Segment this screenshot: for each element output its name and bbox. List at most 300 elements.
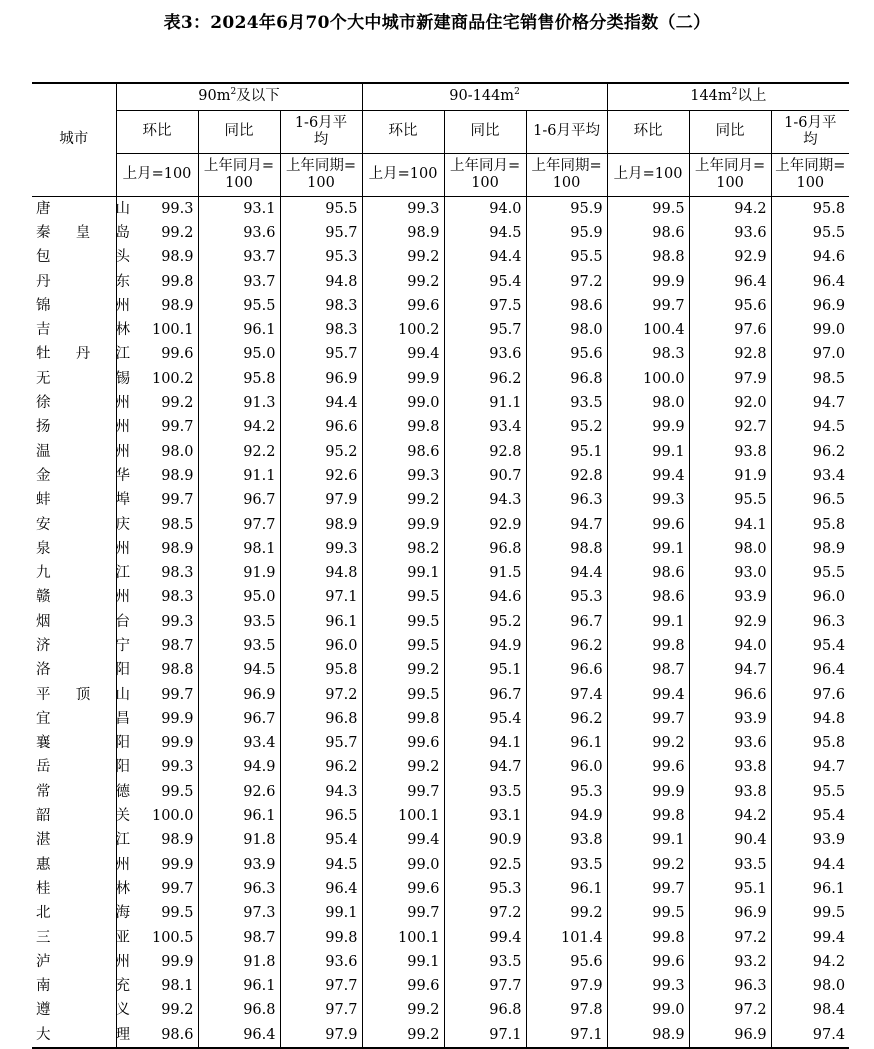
index-value-cell: 97.9 — [689, 367, 771, 391]
index-value-cell: 99.4 — [362, 342, 444, 366]
index-value-cell: 96.5 — [280, 804, 362, 828]
city-cell — [32, 755, 130, 779]
index-value-cell: 93.5 — [526, 853, 607, 877]
index-value-cell: 95.5 — [771, 561, 849, 585]
index-value-cell: 95.8 — [771, 731, 849, 755]
table-row — [32, 488, 849, 512]
index-value-cell: 97.3 — [198, 901, 280, 925]
sub-header-mom: 环比 — [362, 110, 444, 153]
index-value-cell: 99.2 — [362, 1023, 444, 1048]
index-value-cell: 93.9 — [689, 585, 771, 609]
city-cell — [32, 925, 130, 949]
index-value-cell: 95.4 — [444, 707, 526, 731]
index-value-cell: 93.4 — [198, 731, 280, 755]
sub-header-yoy: 同比 — [198, 110, 280, 153]
table-row — [32, 828, 849, 852]
index-value-cell: 93.2 — [689, 950, 771, 974]
city-name: 吉林 — [36, 322, 130, 339]
index-value-cell: 99.4 — [607, 682, 689, 706]
index-value-cell: 99.7 — [607, 294, 689, 318]
sub-header-mom: 环比 — [607, 110, 689, 153]
index-value-cell: 95.1 — [689, 877, 771, 901]
index-value-cell: 96.2 — [444, 367, 526, 391]
index-value-cell: 98.0 — [607, 391, 689, 415]
table-row — [32, 610, 849, 634]
table-row — [32, 804, 849, 828]
city-name: 襄阳 — [36, 735, 130, 752]
index-value-cell: 94.2 — [689, 804, 771, 828]
index-value-cell: 95.8 — [198, 367, 280, 391]
index-value-cell: 90.9 — [444, 828, 526, 852]
sub-header-avg: 1-6月平均 — [771, 110, 849, 153]
city-name: 扬州 — [36, 419, 130, 436]
index-value-cell: 94.3 — [280, 780, 362, 804]
base-header: 上年同月=100 — [689, 153, 771, 196]
index-value-cell: 98.6 — [607, 585, 689, 609]
table-row — [32, 196, 849, 221]
index-value-cell: 99.2 — [607, 731, 689, 755]
index-value-cell: 91.8 — [198, 828, 280, 852]
table-title: 表3：2024年6月70个大中城市新建商品住宅销售价格分类指数（二） — [163, 13, 711, 33]
index-value-cell: 97.8 — [526, 998, 607, 1022]
index-value-cell: 99.9 — [607, 780, 689, 804]
index-value-cell: 94.7 — [689, 658, 771, 682]
index-value-cell: 94.0 — [444, 196, 526, 221]
index-value-cell: 96.9 — [198, 682, 280, 706]
index-value-cell: 95.4 — [444, 269, 526, 293]
index-value-cell: 99.5 — [362, 585, 444, 609]
index-value-cell: 100.4 — [607, 318, 689, 342]
table-row — [32, 245, 849, 269]
table-row — [32, 585, 849, 609]
index-value-cell: 94.7 — [771, 755, 849, 779]
city-name: 烟台 — [36, 613, 130, 630]
base-header: 上月=100 — [116, 153, 198, 196]
index-value-cell: 94.4 — [444, 245, 526, 269]
index-value-cell: 95.4 — [771, 634, 849, 658]
sub-header-mom: 环比 — [116, 110, 198, 153]
index-value-cell: 99.1 — [362, 561, 444, 585]
index-value-cell: 96.7 — [198, 488, 280, 512]
index-value-cell: 94.2 — [198, 415, 280, 439]
index-value-cell: 98.6 — [116, 1023, 198, 1048]
index-value-cell: 94.5 — [444, 221, 526, 245]
index-value-cell: 100.1 — [362, 804, 444, 828]
index-value-cell: 92.8 — [689, 342, 771, 366]
index-value-cell: 93.4 — [771, 464, 849, 488]
index-value-cell: 96.8 — [526, 367, 607, 391]
index-value-cell: 99.8 — [280, 925, 362, 949]
index-value-cell: 99.2 — [116, 221, 198, 245]
index-value-cell: 95.7 — [444, 318, 526, 342]
index-value-cell: 93.6 — [444, 342, 526, 366]
table-row — [32, 853, 849, 877]
index-value-cell: 96.4 — [771, 269, 849, 293]
index-value-cell: 93.8 — [689, 755, 771, 779]
table-row — [32, 512, 849, 536]
city-cell — [32, 804, 130, 828]
index-value-cell: 96.9 — [280, 367, 362, 391]
index-value-cell: 92.9 — [444, 512, 526, 536]
index-value-cell: 93.6 — [198, 221, 280, 245]
index-value-cell: 93.5 — [198, 634, 280, 658]
index-value-cell: 96.2 — [526, 634, 607, 658]
index-value-cell: 95.4 — [771, 804, 849, 828]
index-value-cell: 93.5 — [198, 610, 280, 634]
index-value-cell: 97.6 — [771, 682, 849, 706]
index-value-cell: 95.7 — [280, 342, 362, 366]
index-value-cell: 96.5 — [771, 488, 849, 512]
city-name: 遵义 — [36, 1002, 130, 1019]
index-value-cell: 94.2 — [689, 196, 771, 221]
index-value-cell: 95.9 — [526, 221, 607, 245]
city-name: 徐州 — [36, 395, 130, 412]
index-value-cell: 99.1 — [607, 537, 689, 561]
index-value-cell: 99.4 — [444, 925, 526, 949]
index-value-cell: 97.4 — [526, 682, 607, 706]
city-name: 平顶山 — [36, 686, 130, 703]
index-value-cell: 96.9 — [689, 901, 771, 925]
index-value-cell: 95.5 — [689, 488, 771, 512]
index-value-cell: 96.3 — [689, 974, 771, 998]
index-value-cell: 98.7 — [607, 658, 689, 682]
index-value-cell: 92.8 — [444, 439, 526, 463]
city-cell — [32, 561, 130, 585]
city-cell — [32, 391, 130, 415]
index-value-cell: 99.0 — [362, 391, 444, 415]
city-name: 洛阳 — [36, 662, 130, 679]
index-value-cell: 96.8 — [444, 998, 526, 1022]
table-row — [32, 294, 849, 318]
index-value-cell: 97.2 — [689, 998, 771, 1022]
index-value-cell: 98.9 — [116, 294, 198, 318]
index-value-cell: 91.3 — [198, 391, 280, 415]
index-value-cell: 96.6 — [280, 415, 362, 439]
index-value-cell: 93.4 — [444, 415, 526, 439]
table-row — [32, 755, 849, 779]
index-value-cell: 97.9 — [526, 974, 607, 998]
city-name: 北海 — [36, 905, 130, 922]
index-value-cell: 94.2 — [771, 950, 849, 974]
sub-header-avg: 1-6月平均 — [280, 110, 362, 153]
index-value-cell: 98.0 — [116, 439, 198, 463]
index-value-cell: 98.6 — [362, 439, 444, 463]
sub-header-yoy: 同比 — [444, 110, 526, 153]
index-value-cell: 91.9 — [198, 561, 280, 585]
table-row — [32, 318, 849, 342]
index-value-cell: 94.6 — [444, 585, 526, 609]
index-value-cell: 94.8 — [771, 707, 849, 731]
index-value-cell: 95.2 — [444, 610, 526, 634]
index-value-cell: 94.1 — [444, 731, 526, 755]
index-value-cell: 95.6 — [526, 342, 607, 366]
index-value-cell: 98.0 — [526, 318, 607, 342]
city-cell — [32, 828, 130, 852]
index-value-cell: 98.3 — [280, 318, 362, 342]
index-value-cell: 100.1 — [116, 318, 198, 342]
index-value-cell: 91.1 — [198, 464, 280, 488]
city-cell — [32, 537, 130, 561]
index-value-cell: 99.2 — [607, 853, 689, 877]
index-value-cell: 99.8 — [607, 804, 689, 828]
index-value-cell: 92.9 — [689, 610, 771, 634]
index-value-cell: 98.8 — [526, 537, 607, 561]
index-value-cell: 96.6 — [526, 658, 607, 682]
index-value-cell: 100.5 — [116, 925, 198, 949]
table-row — [32, 634, 849, 658]
index-value-cell: 99.9 — [116, 853, 198, 877]
city-name: 宜昌 — [36, 710, 130, 727]
index-value-cell: 95.3 — [526, 585, 607, 609]
city-name: 安庆 — [36, 516, 130, 533]
index-value-cell: 99.7 — [116, 682, 198, 706]
table-row — [32, 391, 849, 415]
city-cell — [32, 512, 130, 536]
base-header: 上年同期=100 — [771, 153, 849, 196]
index-value-cell: 95.3 — [280, 245, 362, 269]
index-value-cell: 97.1 — [526, 1023, 607, 1048]
index-value-cell: 98.4 — [771, 998, 849, 1022]
table-row — [32, 707, 849, 731]
index-value-cell: 95.5 — [771, 780, 849, 804]
index-value-cell: 97.2 — [280, 682, 362, 706]
index-value-cell: 96.2 — [526, 707, 607, 731]
city-name: 常德 — [36, 783, 130, 800]
index-value-cell: 98.6 — [526, 294, 607, 318]
table-row — [32, 342, 849, 366]
index-value-cell: 99.8 — [362, 707, 444, 731]
city-cell — [32, 245, 130, 269]
index-value-cell: 98.5 — [116, 512, 198, 536]
index-value-cell: 99.2 — [362, 755, 444, 779]
city-cell — [32, 367, 130, 391]
index-value-cell: 92.0 — [689, 391, 771, 415]
index-value-cell: 96.3 — [526, 488, 607, 512]
index-value-cell: 95.0 — [198, 585, 280, 609]
index-value-cell: 99.6 — [362, 294, 444, 318]
index-value-cell: 91.8 — [198, 950, 280, 974]
index-value-cell: 94.9 — [444, 634, 526, 658]
index-value-cell: 99.6 — [362, 974, 444, 998]
index-value-cell: 95.1 — [526, 439, 607, 463]
city-name: 温州 — [36, 443, 130, 460]
index-value-cell: 94.8 — [280, 561, 362, 585]
index-value-cell: 99.3 — [116, 196, 198, 221]
index-value-cell: 94.5 — [280, 853, 362, 877]
index-value-cell: 99.1 — [607, 828, 689, 852]
index-value-cell: 94.6 — [771, 245, 849, 269]
table-row — [32, 780, 849, 804]
city-cell — [32, 780, 130, 804]
index-value-cell: 96.1 — [198, 318, 280, 342]
index-value-cell: 99.2 — [362, 245, 444, 269]
city-cell — [32, 974, 130, 998]
table-row — [32, 950, 849, 974]
table-row — [32, 367, 849, 391]
group-header-large: $144m^2$以上 — [607, 83, 849, 110]
index-value-cell: 97.7 — [280, 998, 362, 1022]
index-value-cell: 98.8 — [116, 658, 198, 682]
index-value-cell: 96.7 — [198, 707, 280, 731]
city-header: 城市 — [32, 83, 116, 196]
city-name: 金华 — [36, 467, 130, 484]
index-value-cell: 96.1 — [198, 804, 280, 828]
index-value-cell: 95.5 — [280, 196, 362, 221]
index-value-cell: 99.2 — [362, 488, 444, 512]
index-value-cell: 93.5 — [689, 853, 771, 877]
city-cell — [32, 415, 130, 439]
index-value-cell: 99.1 — [607, 439, 689, 463]
index-value-cell: 99.5 — [607, 901, 689, 925]
index-value-cell: 98.6 — [607, 221, 689, 245]
city-cell — [32, 318, 130, 342]
index-value-cell: 97.9 — [280, 1023, 362, 1048]
index-value-cell: 98.3 — [280, 294, 362, 318]
index-value-cell: 98.9 — [362, 221, 444, 245]
index-value-cell: 99.8 — [607, 634, 689, 658]
index-value-cell: 96.4 — [689, 269, 771, 293]
city-name: 南充 — [36, 978, 130, 995]
index-value-cell: 99.3 — [607, 488, 689, 512]
index-value-cell: 96.1 — [198, 974, 280, 998]
index-value-cell: 97.9 — [280, 488, 362, 512]
index-value-cell: 97.2 — [689, 925, 771, 949]
index-value-cell: 99.5 — [116, 901, 198, 925]
index-value-cell: 95.7 — [280, 731, 362, 755]
index-value-cell: 99.7 — [607, 707, 689, 731]
index-value-cell: 99.4 — [771, 925, 849, 949]
group-header-medium: $90-144m^2$ — [362, 83, 607, 110]
index-value-cell: 100.0 — [607, 367, 689, 391]
index-value-cell: 96.8 — [444, 537, 526, 561]
index-value-cell: 98.5 — [771, 367, 849, 391]
index-value-cell: 99.7 — [362, 780, 444, 804]
index-value-cell: 98.8 — [607, 245, 689, 269]
index-value-cell: 93.7 — [198, 269, 280, 293]
index-value-cell: 96.4 — [198, 1023, 280, 1048]
table-row — [32, 561, 849, 585]
index-value-cell: 99.4 — [607, 464, 689, 488]
index-value-cell: 90.7 — [444, 464, 526, 488]
base-header: 上月=100 — [362, 153, 444, 196]
table-row — [32, 537, 849, 561]
index-value-cell: 99.2 — [526, 901, 607, 925]
city-name: 蚌埠 — [36, 492, 130, 509]
index-value-cell: 99.6 — [116, 342, 198, 366]
index-value-cell: 96.1 — [771, 877, 849, 901]
index-value-cell: 94.4 — [280, 391, 362, 415]
index-value-cell: 99.7 — [116, 877, 198, 901]
index-value-cell: 93.5 — [526, 391, 607, 415]
index-value-cell: 95.8 — [771, 512, 849, 536]
city-cell — [32, 853, 130, 877]
index-value-cell: 92.8 — [526, 464, 607, 488]
city-cell — [32, 610, 130, 634]
index-value-cell: 96.1 — [526, 731, 607, 755]
index-value-cell: 99.9 — [607, 415, 689, 439]
index-value-cell: 94.0 — [689, 634, 771, 658]
city-cell — [32, 731, 130, 755]
index-value-cell: 97.2 — [526, 269, 607, 293]
index-value-cell: 97.5 — [444, 294, 526, 318]
index-value-cell: 95.5 — [526, 245, 607, 269]
index-value-cell: 96.0 — [526, 755, 607, 779]
index-value-cell: 99.1 — [362, 950, 444, 974]
index-value-cell: 96.7 — [444, 682, 526, 706]
index-value-cell: 96.9 — [689, 1023, 771, 1048]
city-cell — [32, 877, 130, 901]
index-value-cell: 98.7 — [116, 634, 198, 658]
index-value-cell: 98.2 — [362, 537, 444, 561]
index-value-cell: 93.5 — [444, 780, 526, 804]
index-value-cell: 93.9 — [771, 828, 849, 852]
index-value-cell: 95.0 — [198, 342, 280, 366]
index-value-cell: 99.1 — [280, 901, 362, 925]
index-value-cell: 91.1 — [444, 391, 526, 415]
city-name: 桂林 — [36, 880, 130, 897]
city-cell — [32, 901, 130, 925]
index-value-cell: 93.7 — [198, 245, 280, 269]
index-value-cell: 95.9 — [526, 196, 607, 221]
index-value-cell: 97.7 — [444, 974, 526, 998]
index-value-cell: 90.4 — [689, 828, 771, 852]
city-name: 唐山 — [36, 200, 130, 217]
city-cell — [32, 464, 130, 488]
index-value-cell: 96.4 — [771, 658, 849, 682]
index-value-cell: 96.1 — [526, 877, 607, 901]
index-value-cell: 94.3 — [444, 488, 526, 512]
city-name: 九江 — [36, 565, 130, 582]
table-row — [32, 925, 849, 949]
index-value-cell: 95.5 — [198, 294, 280, 318]
index-value-cell: 96.3 — [198, 877, 280, 901]
base-header: 上年同月=100 — [444, 153, 526, 196]
index-value-cell: 93.6 — [689, 221, 771, 245]
index-value-cell: 98.9 — [607, 1023, 689, 1048]
index-value-cell: 99.7 — [116, 415, 198, 439]
index-value-cell: 97.6 — [689, 318, 771, 342]
index-value-cell: 92.9 — [689, 245, 771, 269]
index-value-cell: 97.1 — [444, 1023, 526, 1048]
index-value-cell: 98.0 — [771, 974, 849, 998]
index-value-cell: 98.3 — [607, 342, 689, 366]
index-value-cell: 99.4 — [362, 828, 444, 852]
table-row — [32, 998, 849, 1022]
city-name: 湛江 — [36, 832, 130, 849]
index-value-cell: 99.9 — [116, 731, 198, 755]
index-value-cell: 99.8 — [607, 925, 689, 949]
index-value-cell: 95.6 — [526, 950, 607, 974]
index-value-cell: 99.1 — [607, 610, 689, 634]
index-value-cell: 93.9 — [198, 853, 280, 877]
index-value-cell: 99.9 — [116, 950, 198, 974]
index-value-cell: 93.8 — [526, 828, 607, 852]
index-value-cell: 93.9 — [689, 707, 771, 731]
city-name: 牡丹江 — [36, 346, 130, 363]
base-header: 上年同月=100 — [198, 153, 280, 196]
city-cell — [32, 998, 130, 1022]
index-value-cell: 99.7 — [362, 901, 444, 925]
index-value-cell: 99.7 — [607, 877, 689, 901]
table-row — [32, 1023, 849, 1048]
index-value-cell: 99.9 — [362, 367, 444, 391]
city-name: 泉州 — [36, 540, 130, 557]
index-value-cell: 96.3 — [771, 610, 849, 634]
city-cell — [32, 221, 130, 245]
index-value-cell: 94.5 — [198, 658, 280, 682]
table-row — [32, 269, 849, 293]
index-value-cell: 93.8 — [689, 780, 771, 804]
